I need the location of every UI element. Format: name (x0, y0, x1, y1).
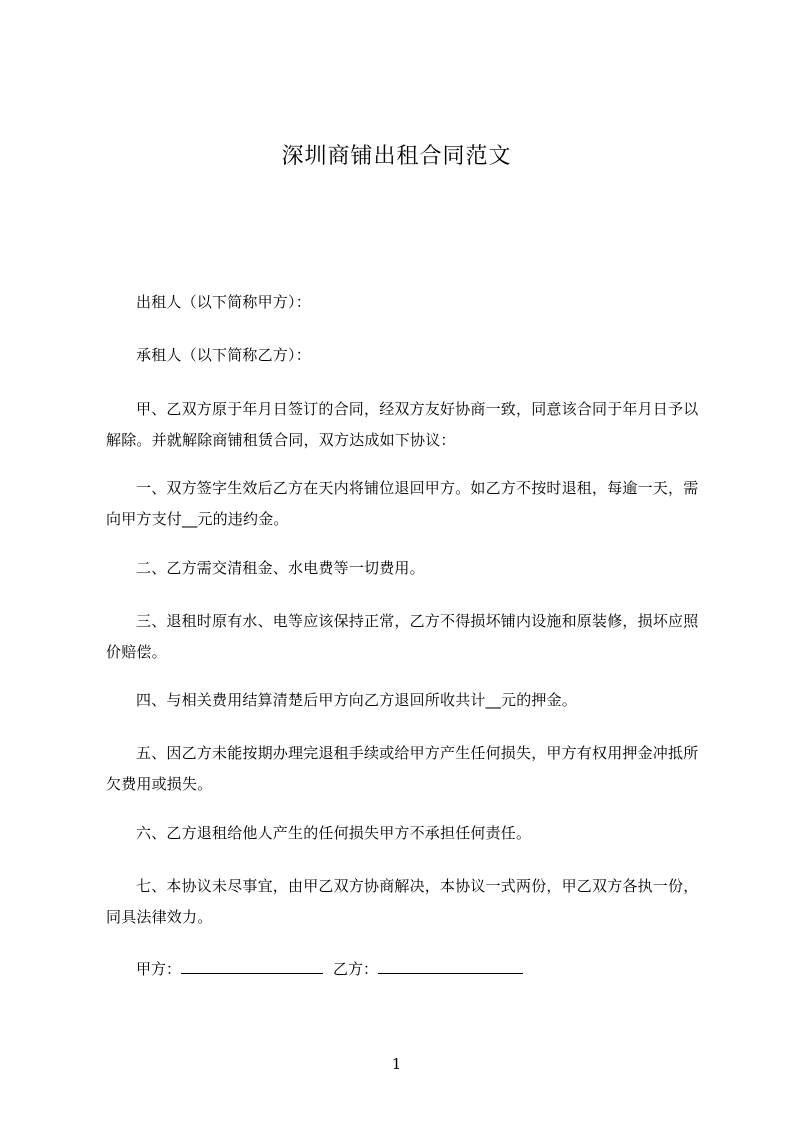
document-title: 深圳商铺出租合同范文 (281, 144, 512, 169)
party-a-label: 甲方： (136, 960, 182, 978)
signature-row (136, 956, 523, 981)
clause-6: 六、乙方退租给他人产生的任何损失甲方不承担任何责任。 (136, 824, 532, 842)
lessor-line: 出租人（以下简称甲方）： (136, 293, 311, 311)
party-b-label: 乙方： (333, 960, 379, 978)
clause-2: 二、乙方需交清租金、水电费等一切费用。 (136, 559, 425, 577)
clause-1: 一、双方签字生效后乙方在天内将铺位退回甲方。如乙方不按时退租，每逾一天，需向甲方支付__元的违约金。 (106, 479, 699, 528)
clause-7: 七、本协议未尽事宜，由甲乙双方协商解决，本协议一式两份，甲乙双方各执一份，同具法律效力。 (106, 877, 699, 926)
party-b-signature-line (378, 956, 523, 974)
lessee-line: 承租人（以下简称乙方）： (136, 346, 311, 364)
page-number: 1 (391, 1055, 402, 1073)
clause-4: 四、与相关费用结算清楚后甲方向乙方退回所收共计__元的押金。 (136, 691, 578, 709)
clause-5: 五、因乙方未能按期办理完退租手续或给甲方产生任何损失，甲方有权用押金冲抵所欠费用或损失。 (106, 744, 699, 793)
intro-paragraph: 甲、乙双方原于年月日签订的合同，经双方友好协商一致，同意该合同于年月日予以解除。并就解除商铺租赁合同，双方达成如下协议： (106, 400, 699, 449)
party-a-signature-line (181, 956, 323, 974)
clause-3: 三、退租时原有水、电等应该保持正常，乙方不得损坏铺内设施和原装修，损坏应照价赔偿。 (106, 612, 699, 661)
